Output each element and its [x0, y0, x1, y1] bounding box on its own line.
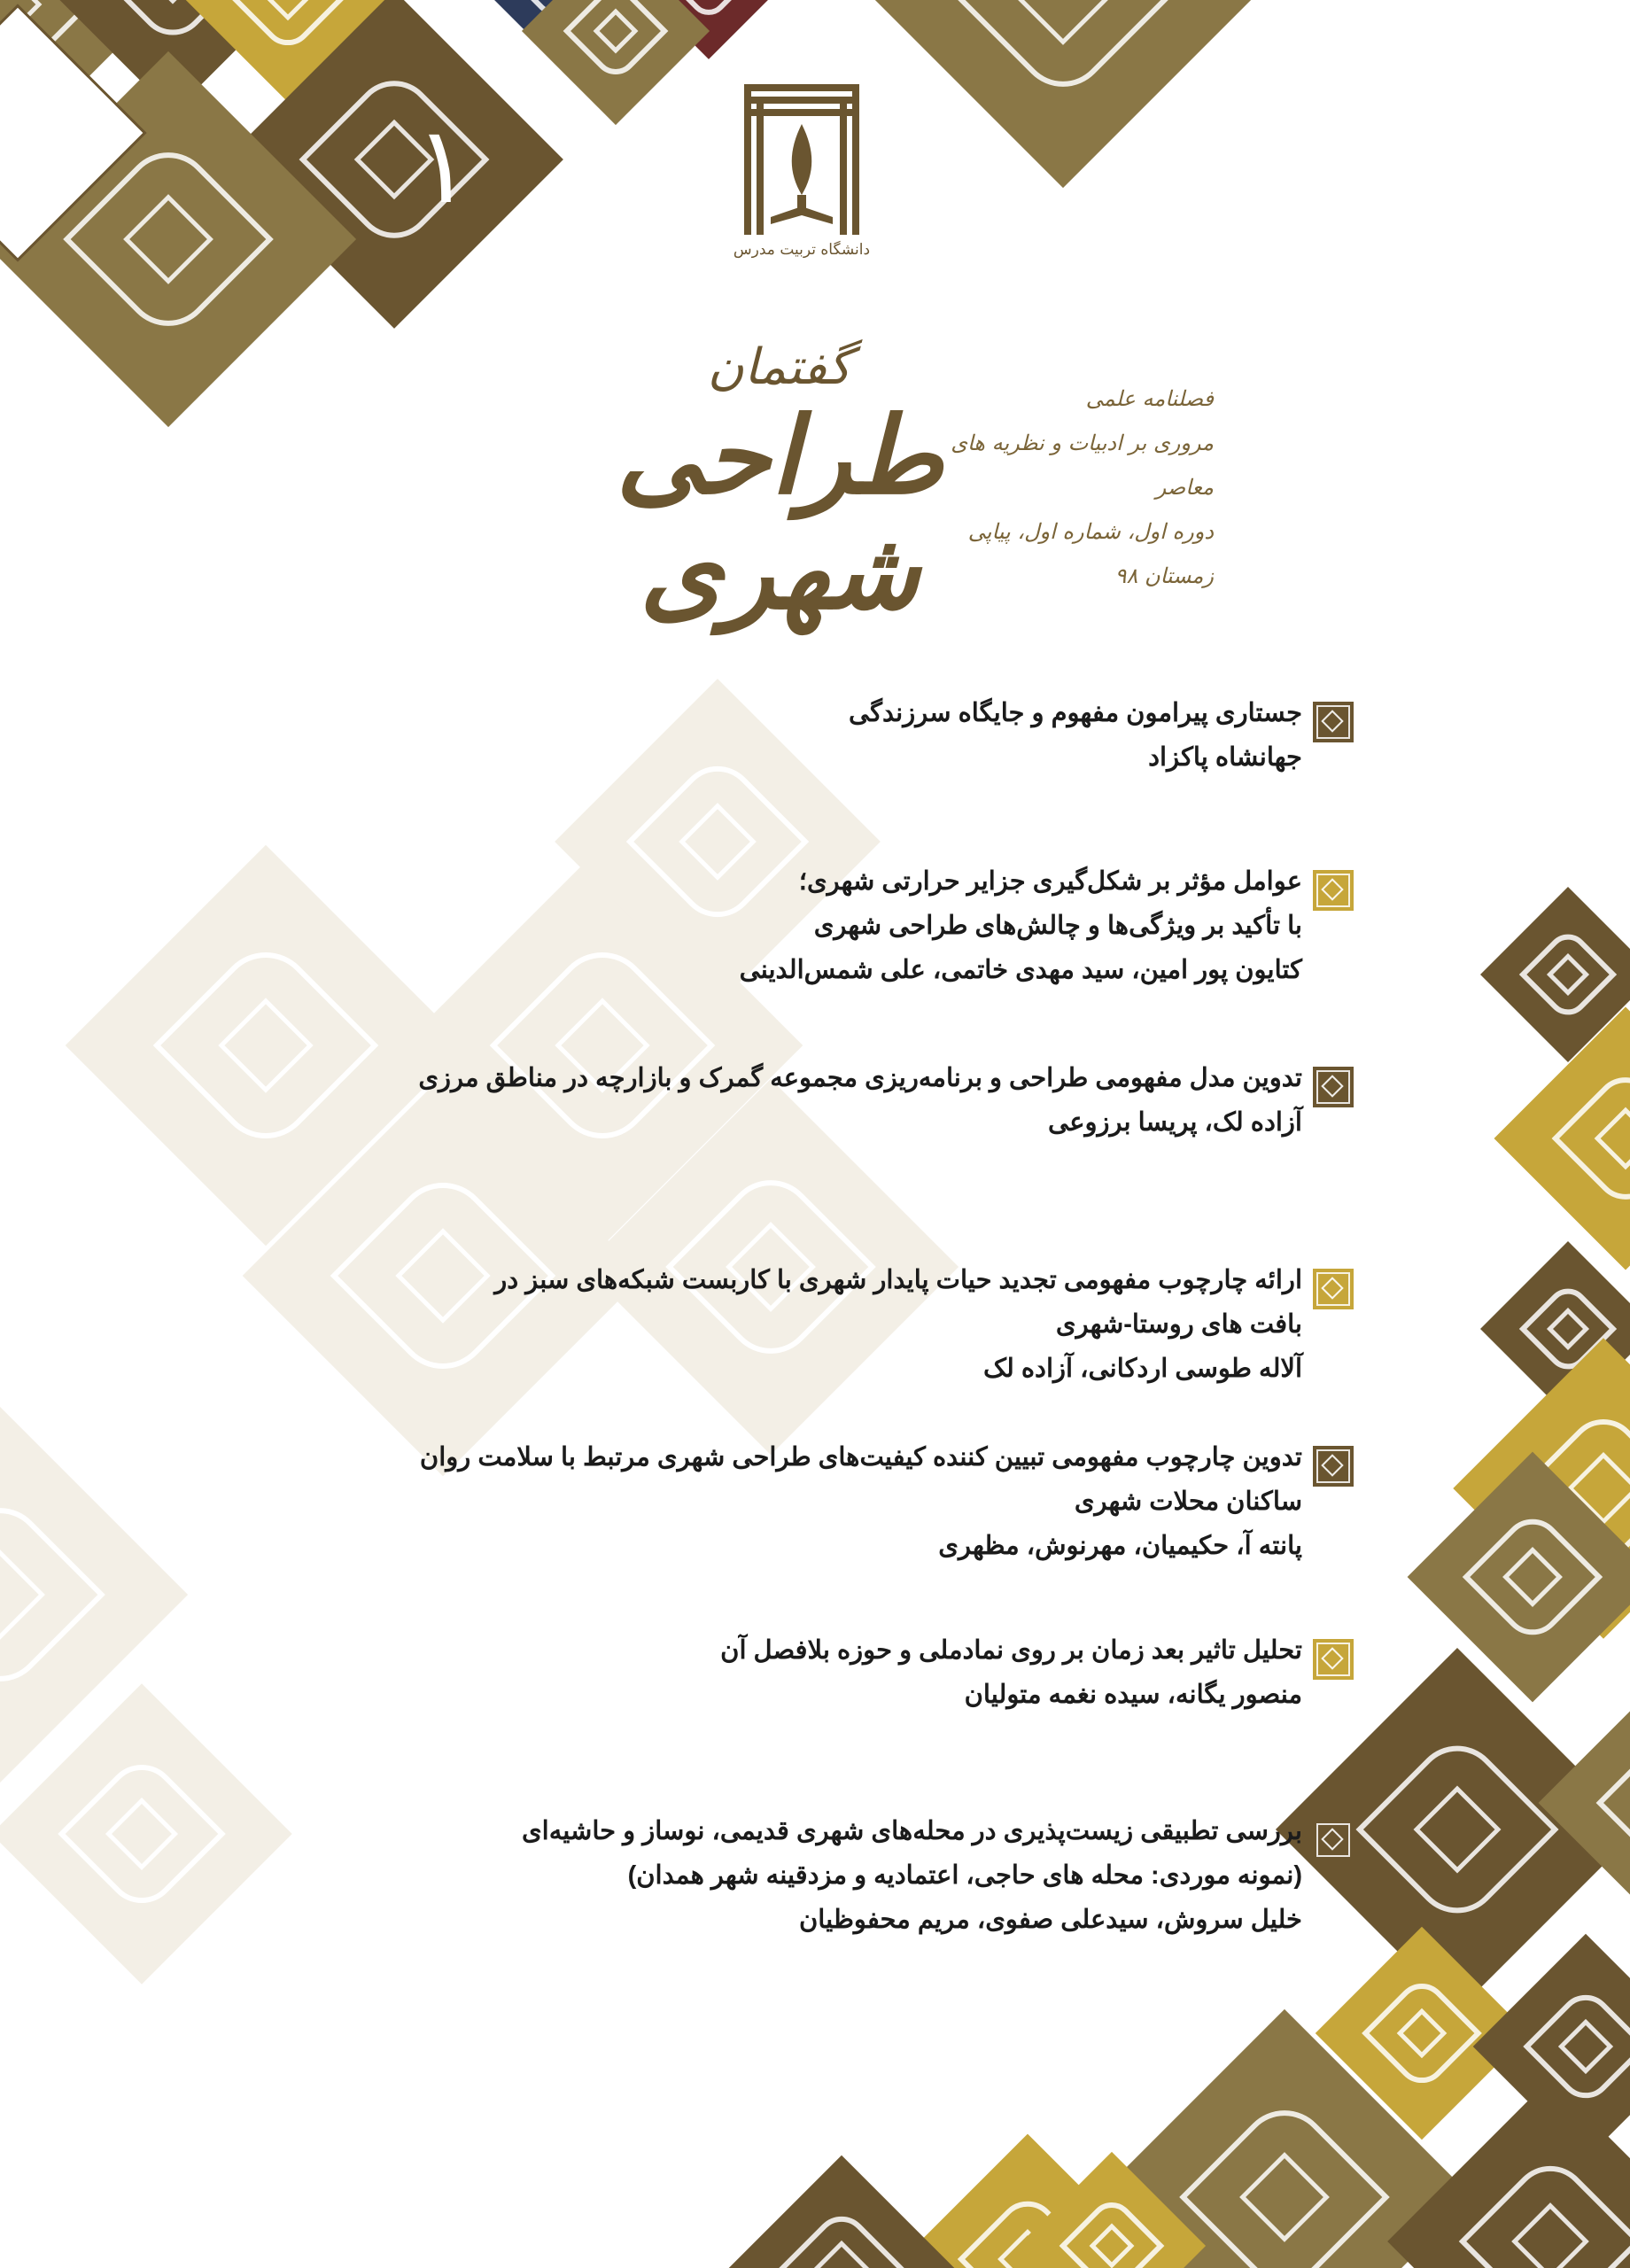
entry-title: تدوین مدل مفهومی طراحی و برنامه‌ریزی مجموعه گمرک و بازارچه در مناطق مرزی: [418, 1064, 1302, 1092]
entry-title: بافت های روستا-شهری: [1055, 1310, 1302, 1339]
issue-number: ۱: [414, 105, 472, 228]
entry-title: ساکنان محلات شهری: [1074, 1487, 1302, 1516]
entry-authors: آلاله طوسی اردکانی، آزاده لک: [983, 1355, 1302, 1383]
entry-marker-icon: [1313, 870, 1354, 911]
entry-marker-icon: [1313, 1639, 1354, 1680]
entry-title: بررسی تطبیقی زیست‌پذیری در محله‌های شهری قدیمی، نوساز و حاشیه‌ای: [521, 1817, 1302, 1845]
entry-authors: منصور یگانه، سیده نغمه متولیان: [964, 1681, 1302, 1709]
logo-caption: دانشگاه تربیت مدرس: [733, 241, 871, 259]
entry-title: تدوین چارچوب مفهومی تبیین کننده کیفیت‌های طراحی شهری مرتبط با سلامت روان: [419, 1443, 1302, 1472]
journal-info-line: دوره اول، شماره اول، پیاپی زمستان ۹۸: [967, 519, 1214, 588]
entry-title: عوامل مؤثر بر شکل‌گیری جزایر حرارتی شهری؛: [798, 867, 1302, 896]
toc-entry[interactable]: [849, 691, 1302, 780]
university-logo: [735, 75, 868, 266]
entry-marker-icon: [1313, 1067, 1354, 1107]
entry-authors: پانته آ، حکیمیان، مهرنوش، مظهری: [938, 1532, 1302, 1560]
entry-marker-icon: [1313, 1446, 1354, 1487]
entry-authors: خلیل سروش، سیدعلی صفوی، مریم محفوظیان: [798, 1906, 1302, 1934]
journal-info-line: مروری بر ادبیات و نظریه های معاصر: [951, 431, 1214, 500]
journal-info: [921, 377, 1214, 598]
toc-entry[interactable]: [522, 1809, 1302, 1942]
toc-entry[interactable]: [720, 1628, 1302, 1717]
entry-title: (نمونه موردی: محله های حاجی، اعتمادیه و مزدقینه شهر همدان): [627, 1861, 1302, 1890]
journal-info-line: فصلنامه علمی: [1085, 386, 1214, 411]
toc-entry[interactable]: [418, 1056, 1302, 1145]
entry-marker-icon: [1313, 1269, 1354, 1309]
entry-title: تحلیل تاثیر بعد زمان بر روی نمادملی و حوزه بلافصل آن: [720, 1636, 1302, 1665]
journal-title-main: طراحی شهری: [616, 393, 943, 633]
entry-authors: کتایون پور امین، سید مهدی خاتمی، علی شمس‌الدینی: [739, 956, 1302, 984]
entry-authors: آزاده لک، پریسا برزوعی: [1048, 1108, 1302, 1137]
toc-entry[interactable]: [494, 1258, 1302, 1391]
entry-title: جستاری پیرامون مفهوم و جایگاه سرزندگی: [848, 699, 1302, 727]
entry-authors: جهانشاه پاکزاد: [1148, 743, 1302, 772]
entry-title: با تأکید بر ویژگی‌ها و چالش‌های طراحی شهری: [813, 912, 1302, 940]
entry-marker-icon: [1313, 1820, 1354, 1860]
journal-title-top: گفتمان: [707, 338, 852, 396]
entry-title: ارائه چارچوب مفهومی تجدید حیات پایدار شهری با کاربست شبکه‌های سبز در: [494, 1266, 1302, 1294]
entry-marker-icon: [1313, 702, 1354, 742]
toc-entry[interactable]: [420, 1435, 1302, 1568]
journal-title: [611, 337, 948, 633]
toc-entry[interactable]: [740, 859, 1302, 992]
